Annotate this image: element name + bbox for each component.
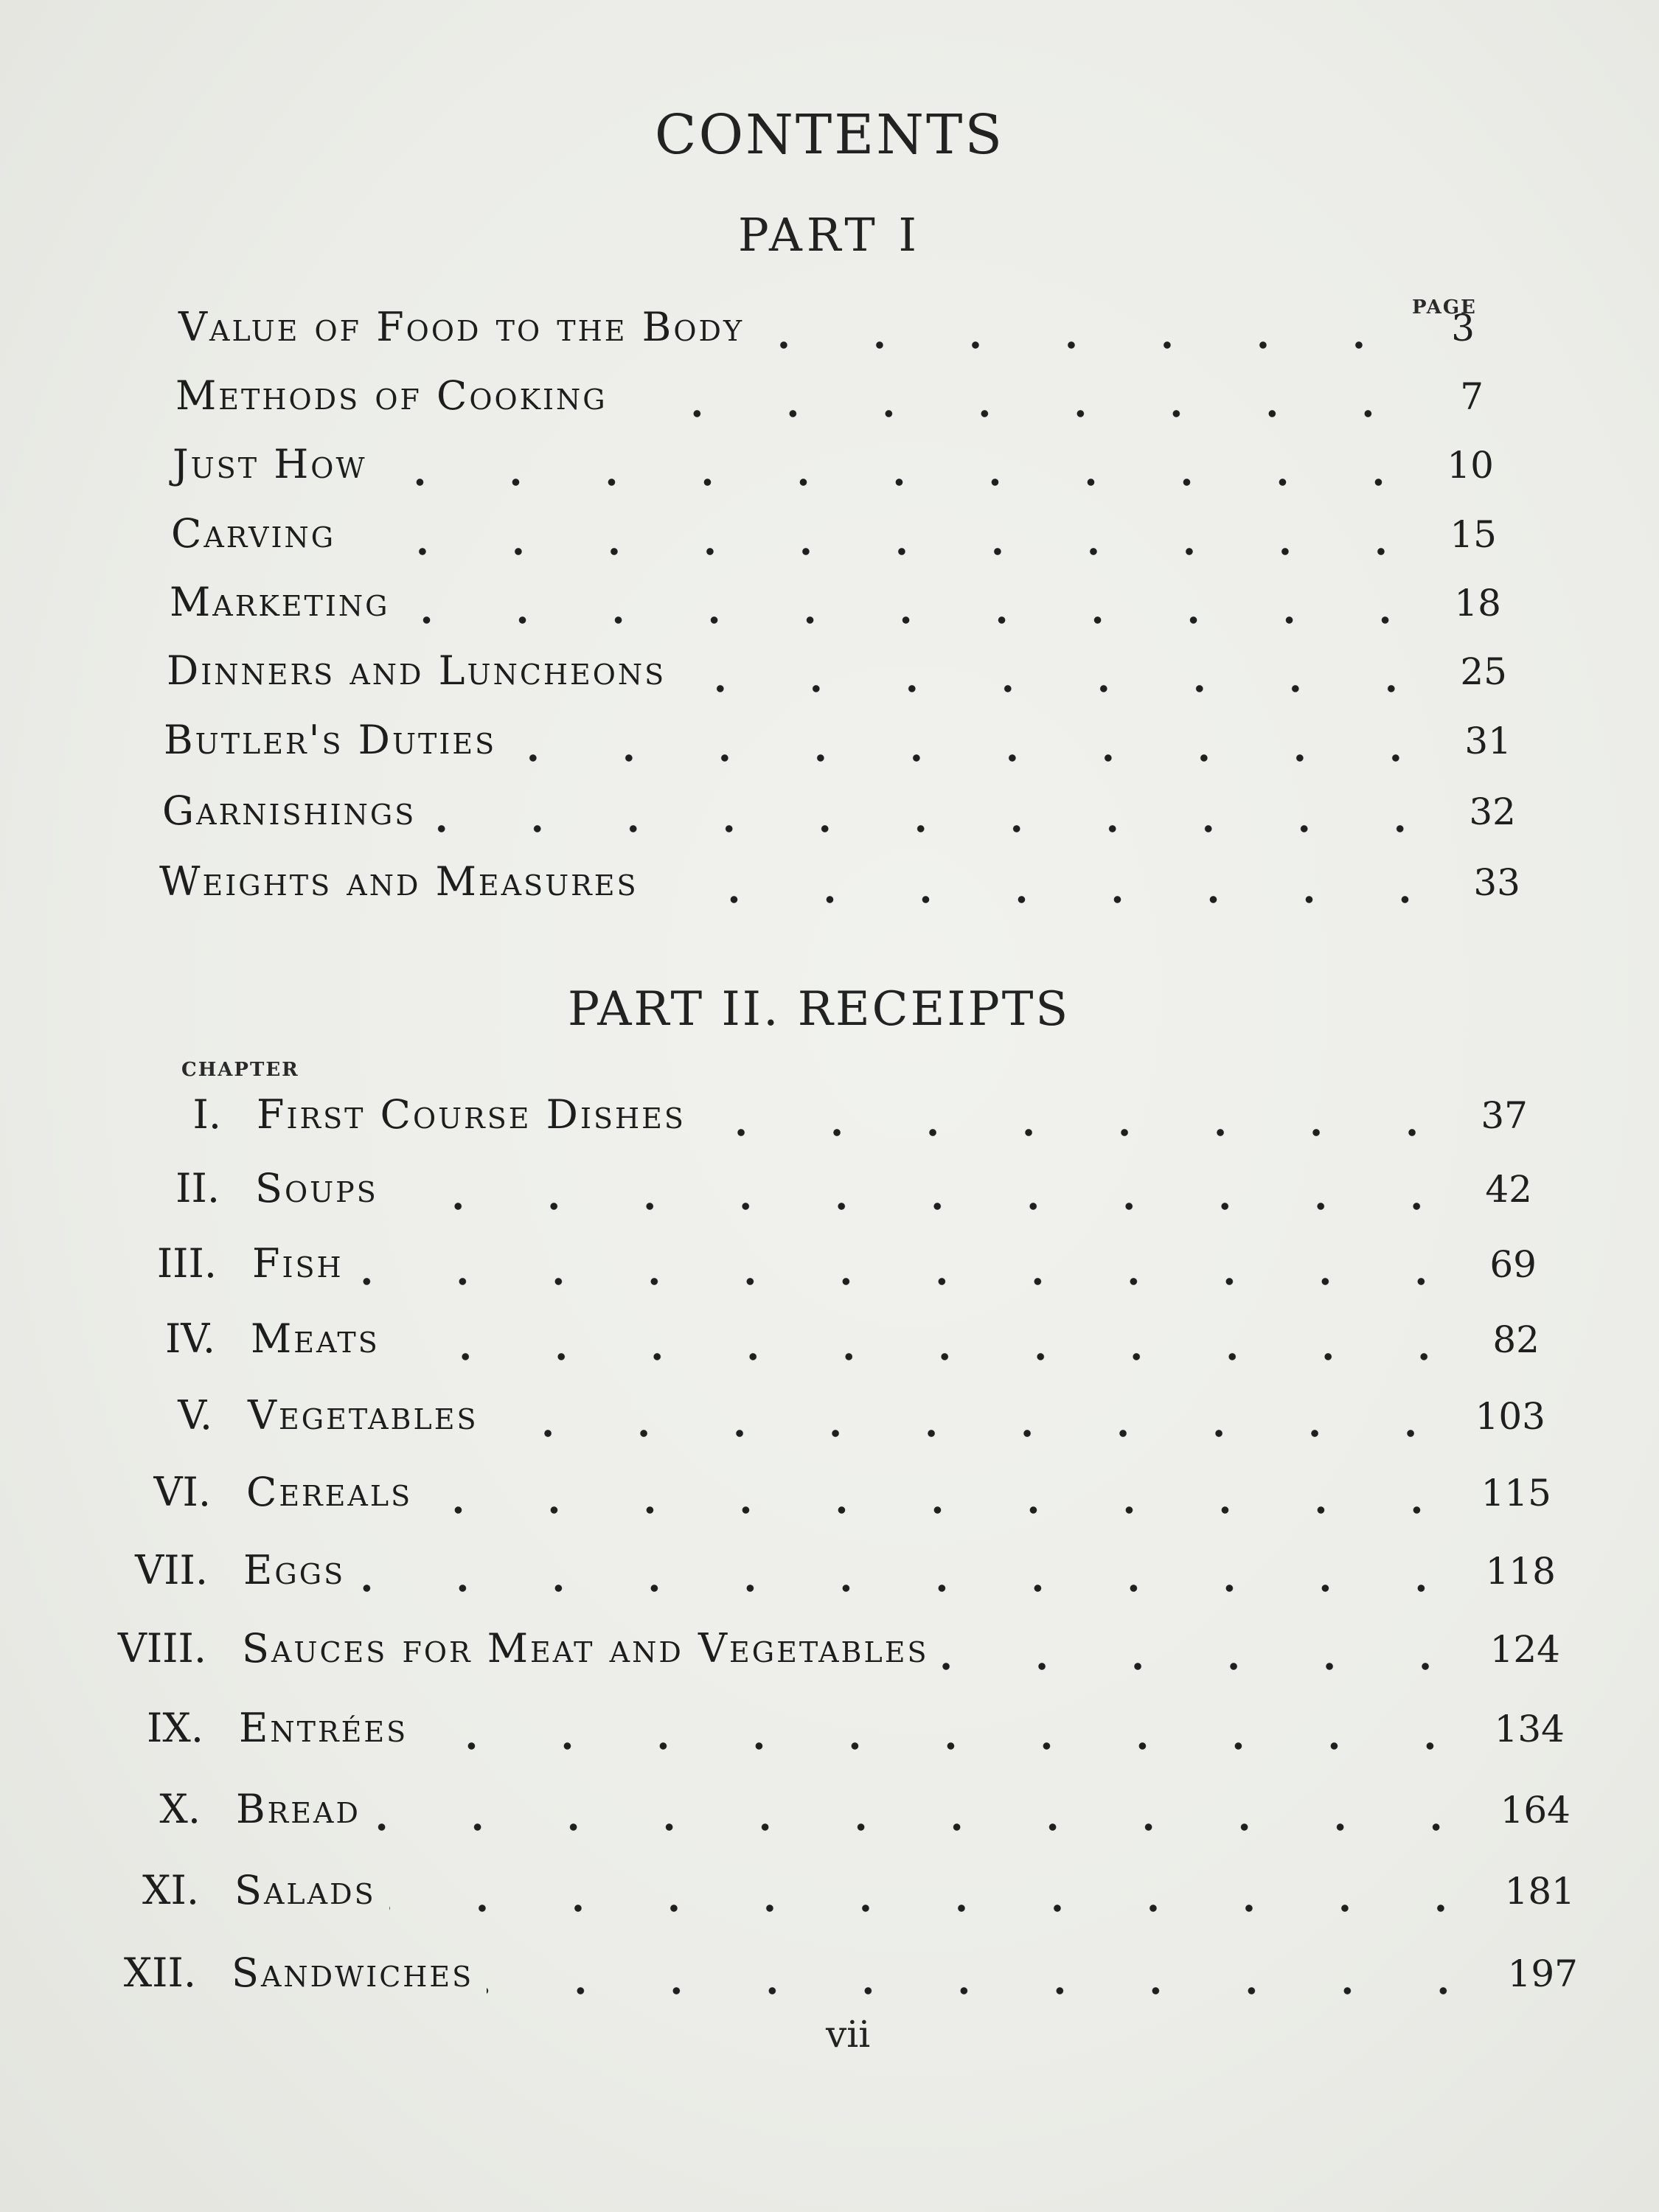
chapter-page-number: 181 xyxy=(1504,1870,1575,1913)
dot-leader xyxy=(652,895,1453,904)
chapter-title: Bread xyxy=(236,1786,361,1832)
chapter-entry xyxy=(68,1547,1556,1606)
dot-leader xyxy=(491,1429,1458,1438)
chapter-title: Cereals xyxy=(246,1469,413,1515)
chapter-numeral: IX. xyxy=(147,1705,204,1751)
chapter-title: Eggs xyxy=(243,1547,346,1593)
entry-title: Weights and Measures xyxy=(159,858,639,905)
entry-title: Carving xyxy=(171,510,336,557)
dot-leader xyxy=(621,409,1416,418)
dot-leader xyxy=(699,1128,1460,1137)
toc-entry xyxy=(171,510,1497,569)
dot-leader xyxy=(425,1506,1464,1514)
chapter-entry xyxy=(75,1315,1540,1374)
dot-leader xyxy=(679,684,1439,693)
chapter-column-label: CHAPTER xyxy=(181,1059,299,1081)
page-column-label: PAGE xyxy=(1412,296,1477,319)
chapter-entry xyxy=(71,1469,1551,1528)
chapter-page-number: 82 xyxy=(1492,1318,1540,1361)
chapter-title: Fish xyxy=(252,1240,344,1287)
entry-title: Just How xyxy=(173,441,367,487)
entry-title: Methods of Cooking xyxy=(175,372,608,419)
chapter-numeral: XI. xyxy=(142,1867,199,1913)
chapter-numeral: II. xyxy=(175,1165,220,1211)
chapter-page-number: 124 xyxy=(1489,1628,1560,1671)
part-one-heading: PART I xyxy=(738,208,921,262)
chapter-numeral: VIII. xyxy=(117,1625,206,1672)
chapter-numeral: X. xyxy=(159,1786,201,1832)
part-two-heading: PART II. RECEIPTS xyxy=(568,982,1071,1037)
entry-page-number: 32 xyxy=(1469,790,1516,833)
dot-leader xyxy=(942,1662,1473,1671)
chapter-entry xyxy=(72,1392,1545,1451)
chapter-title: Entrées xyxy=(239,1705,408,1751)
chapter-numeral: V. xyxy=(178,1392,212,1439)
toc-entry xyxy=(164,717,1512,776)
dot-leader xyxy=(380,478,1426,487)
chapter-page-number: 115 xyxy=(1481,1472,1551,1514)
chapter-page-number: 118 xyxy=(1485,1550,1556,1593)
entry-title: Value of Food to the Body xyxy=(178,304,745,350)
chapter-page-number: 164 xyxy=(1500,1789,1571,1832)
chapter-numeral: VI. xyxy=(153,1469,211,1515)
toc-entry xyxy=(173,441,1494,500)
entry-title: Dinners and Luncheons xyxy=(167,647,667,694)
chapter-numeral: III. xyxy=(156,1240,217,1287)
chapter-page-number: 37 xyxy=(1481,1094,1528,1137)
dot-leader xyxy=(389,1904,1489,1913)
chapter-title: Soups xyxy=(255,1165,378,1211)
chapter-entry xyxy=(66,1625,1560,1684)
chapter-title: Meats xyxy=(251,1315,380,1362)
chapter-page-number: 197 xyxy=(1507,1952,1578,1995)
chapter-title: Vegetables xyxy=(248,1392,479,1439)
chapter-numeral: I. xyxy=(192,1091,221,1138)
chapter-entry xyxy=(59,1867,1575,1926)
dot-leader xyxy=(358,1584,1469,1593)
chapter-numeral: XII. xyxy=(123,1950,196,1996)
entry-page-number: 31 xyxy=(1464,720,1512,762)
entry-title: Garnishings xyxy=(162,787,417,834)
chapter-entry xyxy=(81,1091,1528,1150)
toc-entry xyxy=(178,304,1475,363)
chapter-title: Sauces for Meat and Vegetables xyxy=(242,1625,929,1672)
chapter-page-number: 42 xyxy=(1485,1168,1532,1211)
chapter-page-number: 134 xyxy=(1494,1708,1565,1750)
dot-leader xyxy=(757,341,1407,349)
chapter-entry xyxy=(80,1165,1532,1224)
entry-page-number: 10 xyxy=(1447,444,1494,487)
entry-page-number: 7 xyxy=(1460,375,1484,418)
chapter-page-number: 103 xyxy=(1475,1395,1545,1438)
dot-leader xyxy=(421,1742,1478,1750)
chapter-entry xyxy=(77,1240,1537,1299)
dot-leader xyxy=(403,616,1433,625)
chapter-title: Sandwiches xyxy=(232,1950,474,1996)
dot-leader xyxy=(392,1202,1464,1211)
contents-title: CONTENTS xyxy=(654,103,1005,167)
entry-title: Marketing xyxy=(170,579,390,625)
chapter-entry xyxy=(63,1705,1565,1764)
entry-page-number: 33 xyxy=(1473,861,1520,904)
dot-leader xyxy=(349,547,1429,556)
toc-entry xyxy=(159,858,1520,917)
dot-leader xyxy=(357,1277,1469,1286)
page-folio: vii xyxy=(826,2013,871,2056)
dot-leader xyxy=(374,1823,1484,1832)
chapter-numeral: VII. xyxy=(135,1547,208,1593)
dot-leader xyxy=(429,824,1448,833)
chapter-entry xyxy=(60,1786,1571,1845)
entry-title: Butler's Duties xyxy=(164,717,497,763)
chapter-title: Salads xyxy=(234,1867,376,1913)
entry-page-number: 15 xyxy=(1450,513,1497,556)
entry-page-number: 25 xyxy=(1460,650,1507,693)
chapter-title: First Course Dishes xyxy=(257,1091,686,1138)
toc-entry xyxy=(170,579,1501,638)
toc-entry xyxy=(167,647,1507,706)
toc-entry xyxy=(162,787,1516,846)
chapter-page-number: 69 xyxy=(1489,1243,1537,1286)
dot-leader xyxy=(393,1352,1472,1361)
entry-page-number: 18 xyxy=(1454,582,1501,625)
chapter-numeral: IV. xyxy=(164,1315,215,1362)
toc-entry xyxy=(175,372,1484,431)
dot-leader xyxy=(509,754,1444,762)
entry-page-number: 3 xyxy=(1451,307,1475,349)
dot-leader xyxy=(487,1986,1491,1995)
chapter-entry xyxy=(56,1950,1578,2008)
